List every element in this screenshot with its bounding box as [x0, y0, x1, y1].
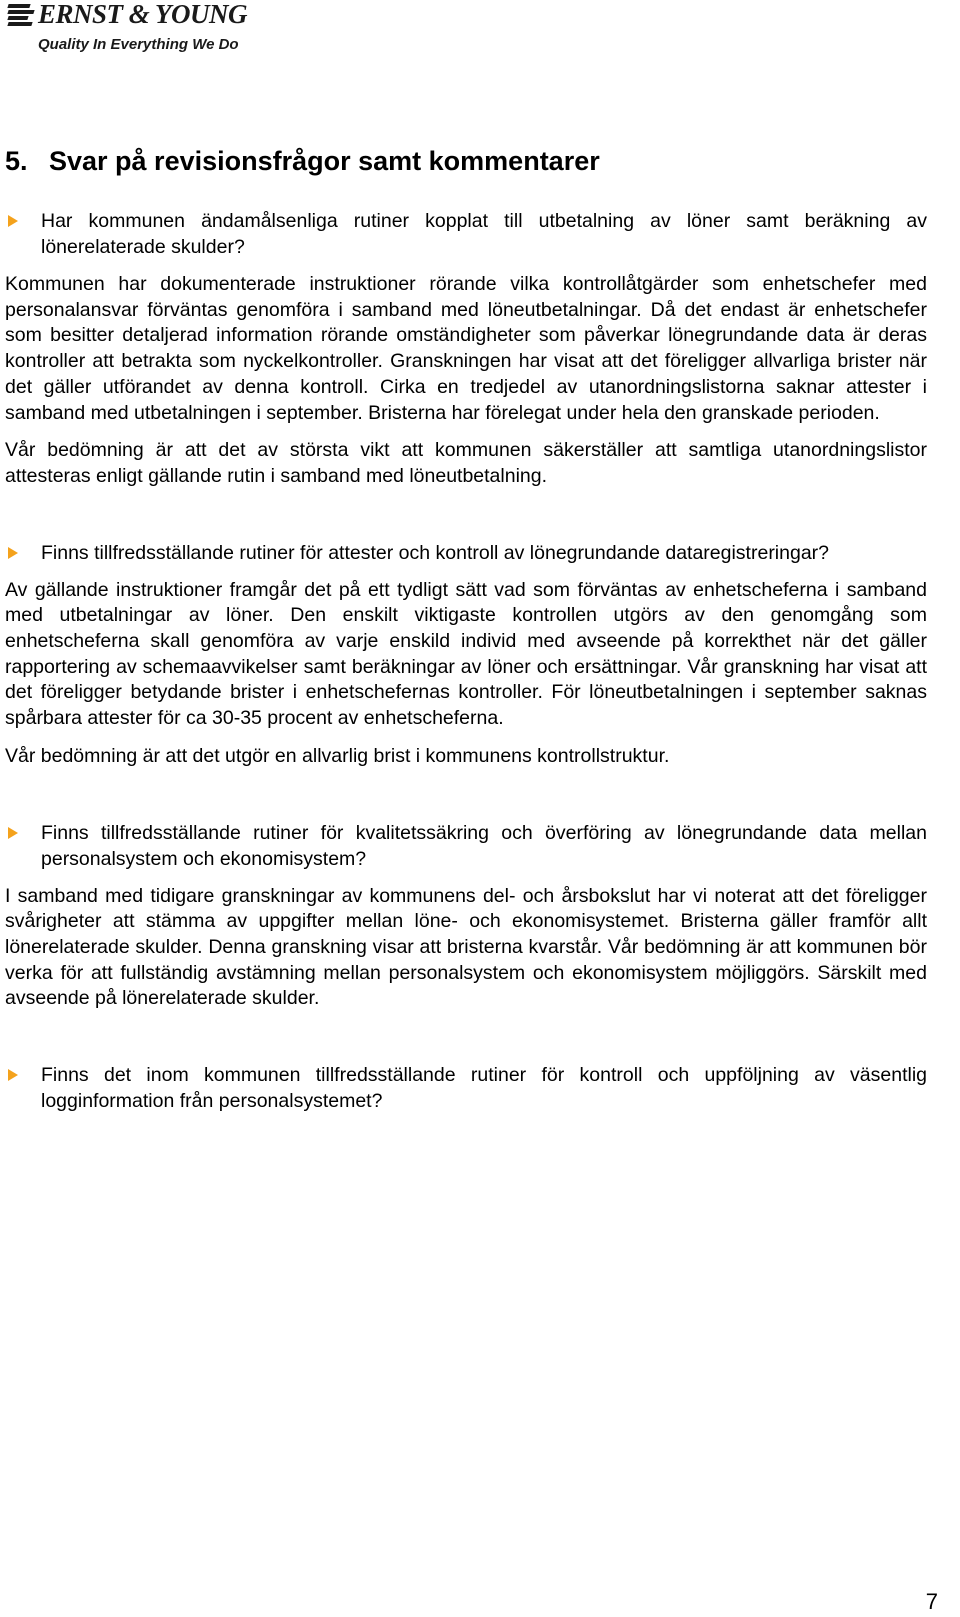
- bullet-arrow-icon: [8, 827, 18, 839]
- paragraph: Kommunen har dokumenterade instruktioner rörande vilka kontrollåtgärder som enhetschefer med personalansvar förväntas genomföra i samband med löneutbetalningar. Då det endast är enhetschefer som besitter detaljerad information rörande omständigheter som påverkar lönegrundande data är deras kontroller att betrakta som nyckelkontroller. Granskningen har visat att det föreligger allvarliga brister när det gäller utförandet av denna kontroll. Cirka en tredjedel av utanordningslistorna saknar attester i samband med utbetalningen i september. Bristerna har förelegat under hela den granskade perioden.: [5, 273, 927, 424]
- question-2: [5, 540, 927, 566]
- page-number: 7: [925, 1589, 938, 1614]
- document-body: [5, 140, 927, 1126]
- logo-brand-text: ERNST & YOUNG: [38, 0, 248, 29]
- ey-logo-mark-icon: [8, 4, 34, 26]
- bullet-arrow-icon: [8, 547, 18, 559]
- paragraph: Vår bedömning är att det utgör en allvarlig brist i kommunens kontrollstruktur.: [5, 744, 670, 767]
- question-1: [5, 208, 927, 260]
- question-text: Finns tillfredsställande rutiner för kvalitetssäkring och överföring av lönegrundande data mellan personalsystem och ekonomisystem?: [41, 821, 927, 870]
- question-text: Finns tillfredsställande rutiner för attester och kontroll av lönegrundande dataregistreringar?: [41, 541, 830, 564]
- question-4: [5, 1062, 927, 1114]
- bullet-arrow-icon: [8, 1069, 18, 1081]
- bullet-arrow-icon: [8, 215, 18, 227]
- question-text: Har kommunen ändamålsenliga rutiner kopplat till utbetalning av löner samt beräkning av lönerelaterade skulder?: [41, 210, 927, 258]
- ey-logo: [8, 2, 308, 58]
- section-heading: [5, 140, 927, 182]
- section-title: Svar på revisionsfrågor samt kommentarer: [49, 146, 600, 176]
- section-number: 5.: [5, 146, 28, 176]
- paragraph: Vår bedömning är att det av största vikt att kommunen säkerställer att samtliga utanordningslistor attesteras enligt gällande rutin i samband med löneutbetalning.: [5, 439, 927, 487]
- question-text: Finns det inom kommunen tillfredsställande rutiner för kontroll och uppföljning av väsentlig logginformation från personalsystemet?: [41, 1064, 927, 1113]
- logo-tagline: Quality In Everything We Do: [38, 36, 239, 53]
- paragraph: I samband med tidigare granskningar av kommunens del- och årsbokslut har vi noterat att det föreligger svårigheter att stämma av uppgifter mellan löne- och ekonomisystemet. Bristerna gäller framför allt lönerelaterade skulder. Denna granskning visar att bristerna kvarstår. Vår bedömning är att kommunen bör verka för att fullständig avstämning mellan personalsystem och ekonomisystem möjliggörs. Särskilt med avseende på lönerelaterade skulder.: [5, 884, 927, 1010]
- paragraph: Av gällande instruktioner framgår det på ett tydligt sätt vad som förväntas av enhetscheferna i samband med utbetalningar av löner. Den enskilt viktigaste kontrollen utgörs av den genomgång som enhetscheferna skall genomföra av varje enskild individ med avseende på korrekthet när det gäller rapportering av schemaavvikelser samt beräkningar av löner och ersättningar. Vår granskning har visat att det föreligger betydande brister i enhetschefernas kontroller. För löneutbetalningen i september saknas spårbara attester för ca 30-35 procent av enhetscheferna.: [5, 578, 927, 730]
- question-3: [5, 820, 927, 872]
